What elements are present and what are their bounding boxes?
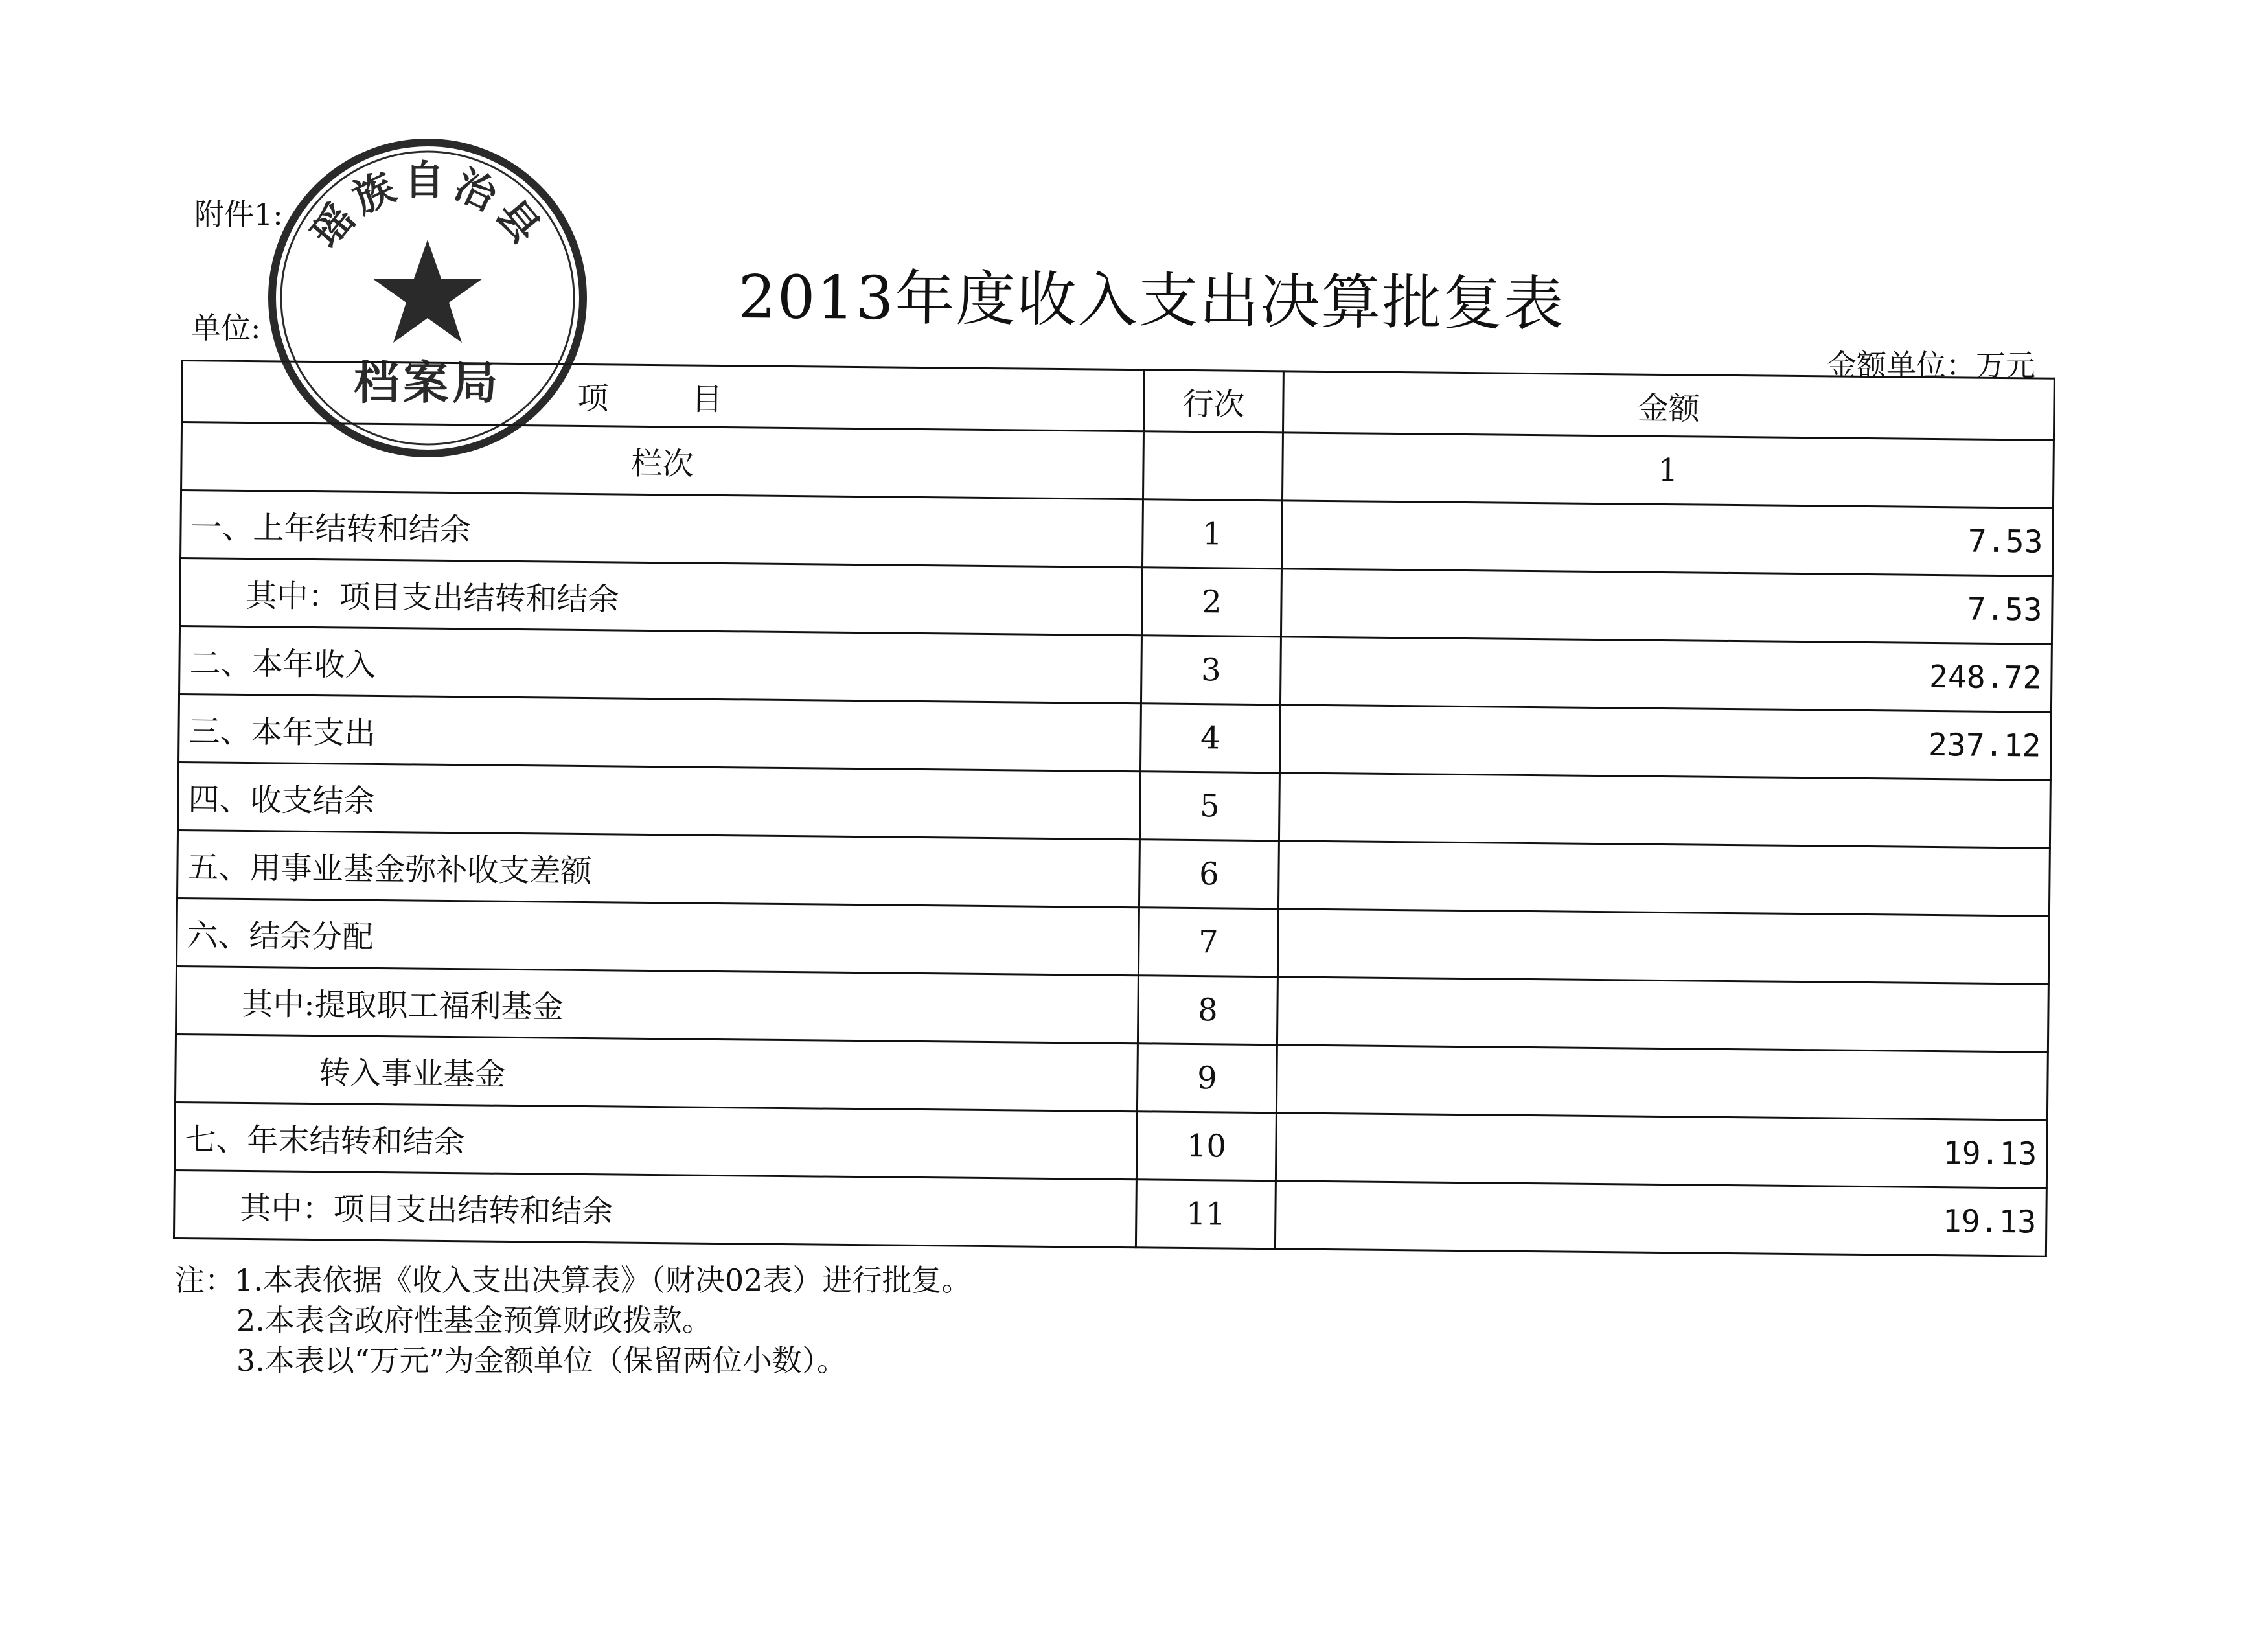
- row-amount: 19.13: [1275, 1181, 2046, 1256]
- row-amount: 248.72: [1280, 637, 2052, 712]
- row-number: 7: [1138, 908, 1278, 977]
- row-amount: 19.13: [1276, 1113, 2047, 1188]
- row-item: 转入事业基金: [175, 1034, 1138, 1111]
- row-number: 10: [1136, 1112, 1276, 1181]
- seal-bottom-text: 档案局: [354, 356, 501, 409]
- column-index-empty: [1143, 431, 1283, 501]
- row-item: 七、年末结转和结余: [174, 1102, 1137, 1179]
- official-seal: [262, 133, 593, 463]
- header-row-number: 行次: [1144, 370, 1284, 433]
- table-body: [174, 490, 2053, 1257]
- row-amount: 237.12: [1279, 705, 2051, 780]
- row-amount: [1278, 841, 2050, 916]
- note-line-3: 3.本表以“万元”为金额单位（保留两位小数）。: [236, 1343, 847, 1378]
- attachment-label: 附件1:: [194, 197, 283, 232]
- row-item: 三、本年支出: [179, 694, 1141, 771]
- row-item: 一、上年结转和结余: [181, 490, 1143, 568]
- column-index-label: 栏次: [181, 422, 1144, 499]
- header-amount: 金额: [1283, 371, 2054, 440]
- row-number: 6: [1139, 840, 1279, 909]
- row-amount: [1277, 977, 2048, 1052]
- row-amount: 7.53: [1281, 569, 2052, 644]
- row-number: 3: [1141, 636, 1281, 705]
- row-number: 4: [1140, 704, 1280, 773]
- row-number: 5: [1139, 772, 1279, 841]
- row-item: 二、本年收入: [179, 626, 1142, 703]
- seal-star-icon: [372, 240, 483, 343]
- row-item: 其中:提取职工福利基金: [176, 966, 1139, 1043]
- amount-unit-label: 金额单位：万元: [1827, 348, 2035, 383]
- row-item: 四、收支结余: [178, 762, 1141, 839]
- row-item: 其中：项目支出结转和结余: [174, 1170, 1136, 1247]
- row-item: 六、结余分配: [177, 898, 1139, 975]
- header-item: 项 目: [182, 361, 1145, 431]
- row-item: 五、用事业基金弥补收支差额: [177, 830, 1140, 907]
- report-table-container: [173, 360, 2054, 1257]
- row-number: 8: [1138, 976, 1277, 1045]
- row-item: 其中：项目支出结转和结余: [180, 558, 1143, 636]
- row-amount: [1277, 909, 2049, 984]
- row-number: 1: [1142, 499, 1282, 569]
- unit-label: 单位:: [191, 310, 261, 345]
- note-line-1: 注：1.本表依据《收入支出决算表》（财决02表）进行批复。: [175, 1263, 972, 1298]
- row-number: 11: [1136, 1180, 1276, 1249]
- document-title: 2013年度收入支出决算批复表: [737, 262, 1565, 339]
- seal-ring-text: 瑶族自治县: [301, 156, 554, 257]
- column-index-amount: 1: [1282, 433, 2054, 508]
- row-number: 2: [1141, 568, 1281, 637]
- row-amount: [1279, 773, 2050, 848]
- notes: [175, 1260, 971, 1381]
- row-number: 9: [1137, 1044, 1277, 1113]
- note-line-2: 2.本表含政府性基金预算财政拨款。: [236, 1303, 712, 1338]
- report-table: [173, 360, 2055, 1257]
- row-amount: 7.53: [1281, 501, 2053, 576]
- row-amount: [1276, 1045, 2048, 1120]
